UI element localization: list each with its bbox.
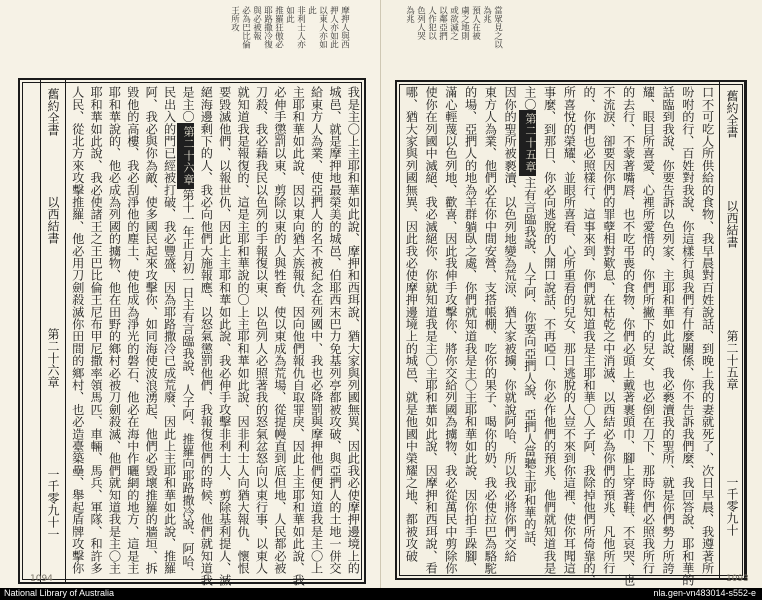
section-title: 以西結書 (725, 200, 739, 248)
right-header-band (719, 80, 745, 580)
text-column: 必伸手懲罰以東、剪除以東的人與牲畜、使以東成為荒場、從提幔直到底但地、人民都必被 (272, 86, 287, 574)
margin-note: 王所攻 (229, 6, 240, 32)
text-column: 就知道我是報復的、這是主耶和華說的〇上主耶和華如此說、因非利士人向猶大報仇、懷恨 (236, 86, 251, 574)
chapter-heading-badge: 第二十六章 (177, 123, 194, 189)
margin-note: 非利士人亦 (295, 6, 306, 49)
text-column: 的、你們也必照樣行、這事來到、你們就知道我是主耶和華〇人子阿、我除掉他們所倚靠的、 (582, 86, 597, 587)
margin-note: 摩押人與西 (339, 6, 350, 49)
margin-note: 為兆 (404, 6, 415, 23)
left-header-band (40, 78, 66, 584)
text-column: 毀他的高樓、我必刮淨他的塵土、使他成為淨光的磐石、他必在海中作曬網的地方、這是主 (125, 86, 140, 574)
text-column: 耀、眼目所喜愛、心裡所愛惜的、你們所撇下的兒女、也必倒在刀下、那時你們必照我所行 (641, 86, 656, 574)
text-column (523, 86, 536, 574)
margin-note: 色列人哭 (415, 6, 426, 40)
text-run: 主有言臨我說、人子阿、你要向亞捫人說、亞捫人當聽主耶和華的話、 (522, 176, 537, 555)
text-column: 的去行、不蒙著嘴唇、也不吃弔喪的食物、你們必頭上戴著裹頭巾、腳上穿著鞋、不哀哭、也 (621, 86, 636, 587)
section-title: 以西結書 (46, 196, 60, 244)
text-column: 給東方人為業、使亞捫人的名不被紀念在列國中、我也必降罰與摩押他們便知道我是主〇上 (309, 86, 324, 574)
text-column: 主耶和華如此說、因以東向猶大族報仇、因向他們報仇自取罪戾、因此上主耶和華如此說、我 (291, 86, 306, 587)
chapter-title: 第二十六章 (46, 328, 60, 388)
margin-note: 以東人亦如 (317, 6, 328, 49)
margin-note: 當眾見之以 (492, 6, 503, 49)
margin-note: 或欲滅之 (448, 6, 459, 40)
text-column: 不流淚、卻要因你們的罪孽相對歎息、在枯乾之中消滅、以西結必為你們的預兆、凡他所行 (601, 86, 616, 574)
text-column: 滿心輕蔑以色列地、歡喜、因此我伸手攻擊你、將你交給列國為擄物、我必從萬民中剪除你 (443, 86, 458, 574)
text-column: 阿、我必與你為敵、使多國民起來攻擊你、如同海使波浪湧起、他們必毀壞推羅的牆垣、拆 (144, 86, 159, 574)
margin-note: 必為巴比倫 (240, 6, 251, 49)
text-column: 城邑、就是摩押地最榮美的城邑、伯耶西末巴力免基列亭都被攻破、與亞捫人的土地一併交 (327, 86, 342, 574)
margin-note: 此 (306, 6, 317, 15)
text-column: 因你的聖所被褻瀆、以色列地變為荒涼、猶大家被擄、你就說阿哈、所以我必將你們交給 (503, 86, 518, 562)
page-number: 1093 (726, 574, 749, 584)
folio-number: 一千零九十一 (46, 468, 60, 540)
text-column: 人民、從北方來攻擊推羅、他必用刀劍殺滅你田間的鄉村、也必造臺築壘、舉起盾牌攻擊你 (70, 86, 85, 574)
footer-bar (0, 588, 762, 600)
margin-note: 預人在被 (470, 6, 481, 40)
text-column: 吩咐的行、百姓對我說、你這樣行與我們有什麼關係、你不告訴我們麼、我回答說、耶和華的 (680, 86, 695, 587)
book-title: 舊約全書 (725, 90, 739, 138)
page-number: 1094 (30, 574, 53, 584)
left-page (0, 0, 381, 588)
text-column: 絕海邊剩下的人、我必向他們大施報應、以怒氣懲罰他們、我報復他們的時候、他們就知道我 (199, 86, 214, 587)
text-column: 所喜悅的榮耀、並眼所喜看、心所重看的兒女、那日逃脫的人豈不來到你這裡、使你耳聞這 (562, 86, 577, 574)
chapter-heading-badge: 第二十五章 (519, 110, 536, 176)
text-column: 耶和華說的、他必成為列國的擄物、他在田野的鄉村必被刀劍殺滅、他們就知道我是主〇主 (107, 86, 122, 574)
text-column: 的場、亞捫人的地為羊群躺臥之處、你們就知道我是主〇主耶和華如此說、因你拍手跺腳、 (463, 86, 478, 574)
text-column: 我是主〇上主耶和華如此說、摩押和西珥說、猶大家與列國無異、因此我必使摩押邊境上的 (346, 86, 361, 574)
book-title: 舊約全書 (46, 88, 60, 136)
margin-note: 以鄰亞捫 (437, 6, 448, 40)
text-run: 主〇 (522, 86, 537, 111)
text-run: 第十一年正月初一日主有言臨我說、人子阿、推羅向耶路撒冷說、阿哈、 (180, 188, 195, 580)
folio-number: 一千零九十 (725, 476, 739, 536)
text-column: 哪、猶大家與列國無異、因此我必使摩押邊境上的城邑、就是他國中榮耀之地、都被攻破 (404, 86, 419, 562)
text-column: 話臨到我說、你要告訴以色列家、主耶和華如此說、我必褻瀆我的聖所、就是你們勢力所誇 (661, 86, 676, 574)
text-run: 是主〇 (180, 86, 195, 123)
chapter-title: 第二十五章 (725, 330, 739, 390)
footer-library-name: National Library of Australia (4, 588, 115, 598)
margin-note: 耶路撒冷復 (262, 6, 273, 49)
margin-note: 推羅狂傲必 (273, 6, 284, 49)
text-column: 刀殺、我必藉我民以色列的手報復以東、以色列人必照著我的怒氣忿怒向以東行事、以東人 (254, 86, 269, 574)
text-column: 東方人為業、他們必在你中間安營、支搭帳棚、吃你的果子、喝你的奶、我必使拉巴為駱駝 (483, 86, 498, 574)
margin-note: 為兆 (481, 6, 492, 23)
text-column: 使你在列國中滅絕、我必滅絕你、你就知道我是主〇主耶和華如此說、因摩押和西珥說、看 (424, 86, 439, 574)
text-column: 耶和華如此說、我必使諸王之王巴比倫王尼布甲尼撒率領馬匹、車輛、馬兵、軍隊、和許多 (89, 86, 104, 574)
text-column: 民出入的門已經被打破、我必豐盛、因為耶路撒冷已成荒廢、因此上主耶和華如此說、推羅 (162, 86, 177, 574)
margin-note: 與必被報 (251, 6, 262, 40)
margin-note: 虜之地則 (459, 6, 470, 40)
footer-identifier: nla.gen-vn483014-s552-e (653, 588, 756, 598)
text-column (180, 86, 195, 580)
right-page (381, 0, 762, 588)
margin-note: 人作犯以 (426, 6, 437, 40)
margin-note: 押人亦如此 (328, 6, 339, 49)
margin-note: 如此 (284, 6, 295, 23)
text-column: 口不可吃人所供給的食物、我早晨對百姓說話、到晚上我的妻就死了、次日早晨、我遵著所 (700, 86, 715, 574)
text-column: 要毀滅他們、以報世仇、因此上主耶和華如此說、我必伸手攻擊非利士人、剪除基利提人、滅 (217, 86, 232, 587)
text-column: 事麼、到那日、你必向逃脫的人開口說話、不再啞口、你必作他們的預兆、他們就知道我是 (542, 86, 557, 574)
